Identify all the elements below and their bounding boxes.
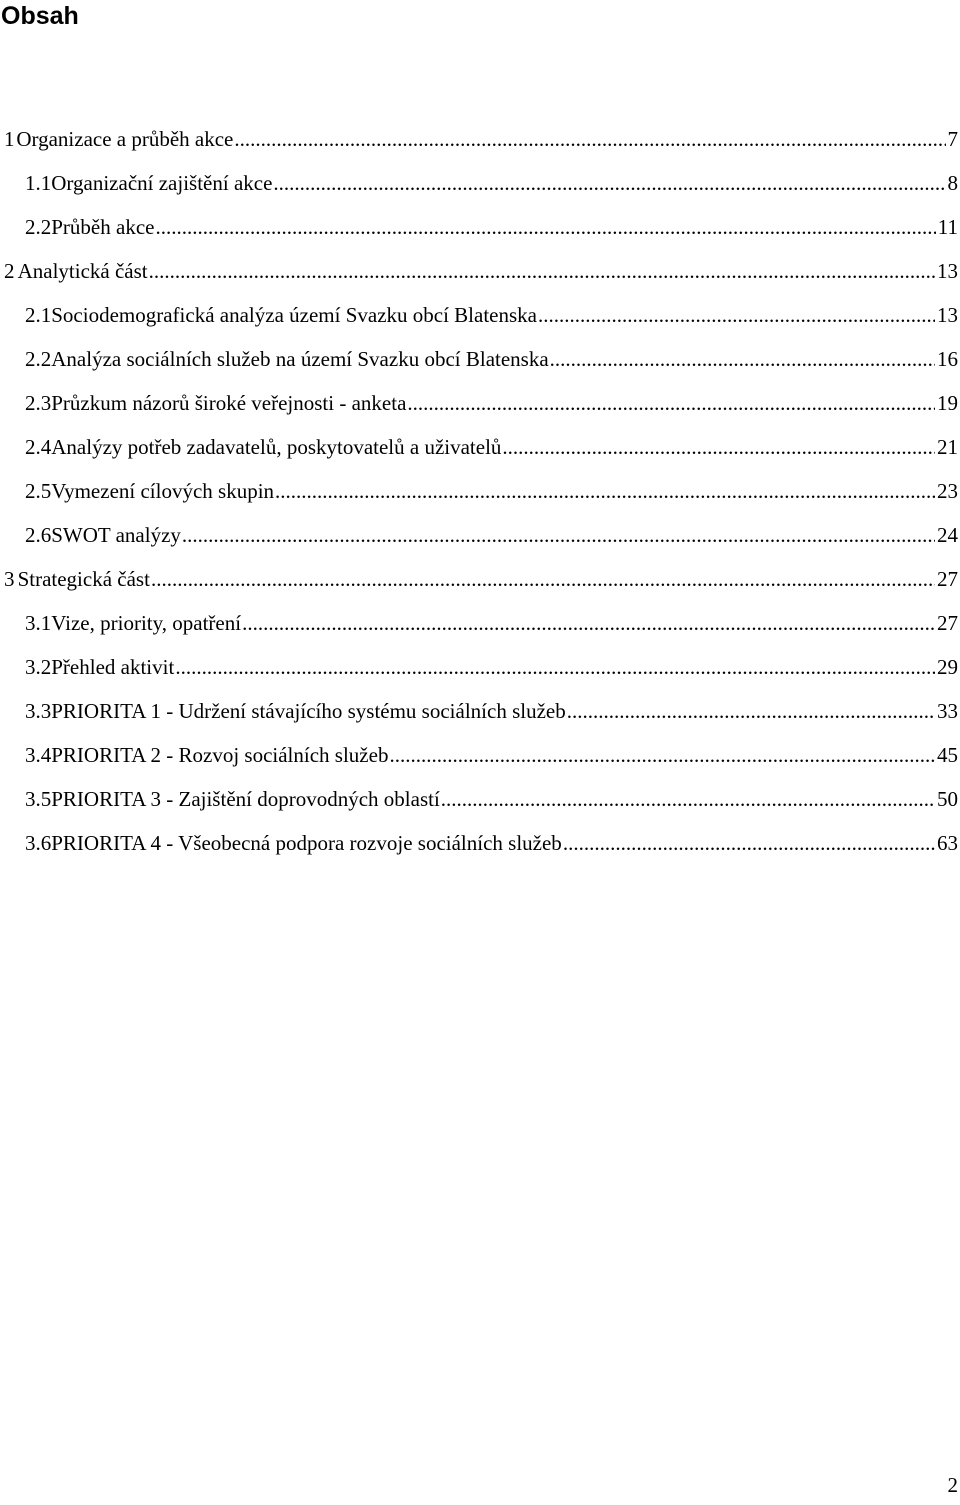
toc-entry-page: 29 [937, 655, 958, 679]
toc-entry-title: PRIORITA 1 - Udržení stávajícího systému sociálních služeb [51, 699, 566, 723]
toc-dot-leader [175, 645, 935, 689]
toc-entry-page: 7 [947, 127, 958, 151]
toc-entry[interactable] [0, 117, 960, 161]
toc-entry-number: 2.3 [25, 391, 52, 415]
toc-entry-page: 21 [937, 435, 958, 459]
toc-entry[interactable] [0, 205, 960, 249]
toc-entry-title: SWOT analýzy [51, 523, 181, 547]
toc-entry-page: 13 [937, 303, 958, 327]
toc-entry-page: 16 [937, 347, 958, 371]
toc-dot-leader [550, 337, 935, 381]
toc-dot-leader [441, 777, 935, 821]
toc-dot-leader [234, 117, 945, 161]
toc-entry-number: 3.2 [25, 655, 52, 679]
toc-entry-title: PRIORITA 3 - Zajištění doprovodných oblastí [51, 787, 440, 811]
toc-entry[interactable] [0, 381, 960, 425]
toc-entry[interactable] [0, 513, 960, 557]
toc-entry-title: PRIORITA 2 - Rozvoj sociálních služeb [51, 743, 389, 767]
table-of-contents [0, 117, 960, 865]
toc-dot-leader [407, 381, 935, 425]
toc-entry-number: 3.6 [25, 831, 52, 855]
toc-dot-leader [149, 249, 935, 293]
toc-entry[interactable] [0, 161, 960, 205]
page-title: Obsah [1, 2, 79, 30]
toc-entry-title: Průběh akce [51, 215, 155, 239]
toc-entry[interactable] [0, 249, 960, 293]
toc-entry-page: 24 [937, 523, 958, 547]
toc-entry-number: 2.4 [25, 435, 52, 459]
toc-dot-leader [567, 689, 935, 733]
toc-entry-number: 2.5 [25, 479, 52, 503]
toc-entry-number: 1 [4, 127, 15, 151]
toc-dot-leader [242, 601, 935, 645]
toc-entry[interactable] [0, 601, 960, 645]
toc-entry[interactable] [0, 689, 960, 733]
toc-entry-page: 33 [937, 699, 958, 723]
toc-entry-page: 45 [937, 743, 958, 767]
toc-dot-leader [389, 733, 935, 777]
toc-entry[interactable] [0, 469, 960, 513]
toc-entry-title: Vize, priority, opatření [51, 611, 242, 635]
toc-entry-title: PRIORITA 4 - Všeobecná podpora rozvoje sociálních služeb [51, 831, 562, 855]
toc-entry-title: Analytická část [17, 259, 148, 283]
toc-entry[interactable] [0, 557, 960, 601]
toc-entry[interactable] [0, 777, 960, 821]
toc-entry-title: Organizační zajištění akce [51, 171, 273, 195]
toc-entry-page: 11 [937, 215, 958, 239]
toc-entry-number: 3 [4, 567, 15, 591]
toc-entry-number: 1.1 [25, 171, 52, 195]
toc-entry-page: 8 [947, 171, 958, 195]
toc-entry-title: Analýza sociálních služeb na území Svazku obcí Blatenska [51, 347, 549, 371]
toc-entry-page: 19 [937, 391, 958, 415]
page-number: 2 [947, 1473, 958, 1497]
toc-dot-leader [151, 557, 935, 601]
toc-entry-number: 3.1 [25, 611, 52, 635]
toc-entry-title: Průzkum názorů široké veřejnosti - anketa [51, 391, 407, 415]
toc-entry-number: 2.2 [25, 347, 52, 371]
toc-dot-leader [538, 293, 935, 337]
toc-entry-title: Vymezení cílových skupin [51, 479, 275, 503]
toc-entry-number: 2.2 [25, 215, 52, 239]
toc-entry-number: 3.3 [25, 699, 52, 723]
toc-entry-title: Organizace a průběh akce [16, 127, 234, 151]
toc-entry[interactable] [0, 293, 960, 337]
toc-entry-page: 23 [937, 479, 958, 503]
toc-entry[interactable] [0, 821, 960, 865]
toc-entry-number: 2 [4, 259, 15, 283]
toc-entry-number: 3.4 [25, 743, 52, 767]
toc-entry-page: 27 [937, 567, 958, 591]
toc-dot-leader [502, 425, 935, 469]
toc-entry[interactable] [0, 645, 960, 689]
toc-entry-page: 27 [937, 611, 958, 635]
toc-entry-page: 63 [937, 831, 958, 855]
toc-dot-leader [563, 821, 935, 865]
toc-entry[interactable] [0, 733, 960, 777]
toc-entry[interactable] [0, 425, 960, 469]
toc-dot-leader [273, 161, 945, 205]
toc-entry-title: Sociodemografická analýza území Svazku obcí Blatenska [51, 303, 537, 327]
toc-dot-leader [155, 205, 935, 249]
toc-dot-leader [275, 469, 935, 513]
toc-dot-leader [182, 513, 935, 557]
toc-entry-page: 13 [937, 259, 958, 283]
toc-entry-page: 50 [937, 787, 958, 811]
toc-entry-number: 2.1 [25, 303, 52, 327]
toc-entry-title: Přehled aktivit [51, 655, 175, 679]
toc-entry-number: 2.6 [25, 523, 52, 547]
toc-entry[interactable] [0, 337, 960, 381]
toc-entry-title: Strategická část [17, 567, 150, 591]
toc-entry-number: 3.5 [25, 787, 52, 811]
toc-entry-title: Analýzy potřeb zadavatelů, poskytovatelů a uživatelů [51, 435, 502, 459]
